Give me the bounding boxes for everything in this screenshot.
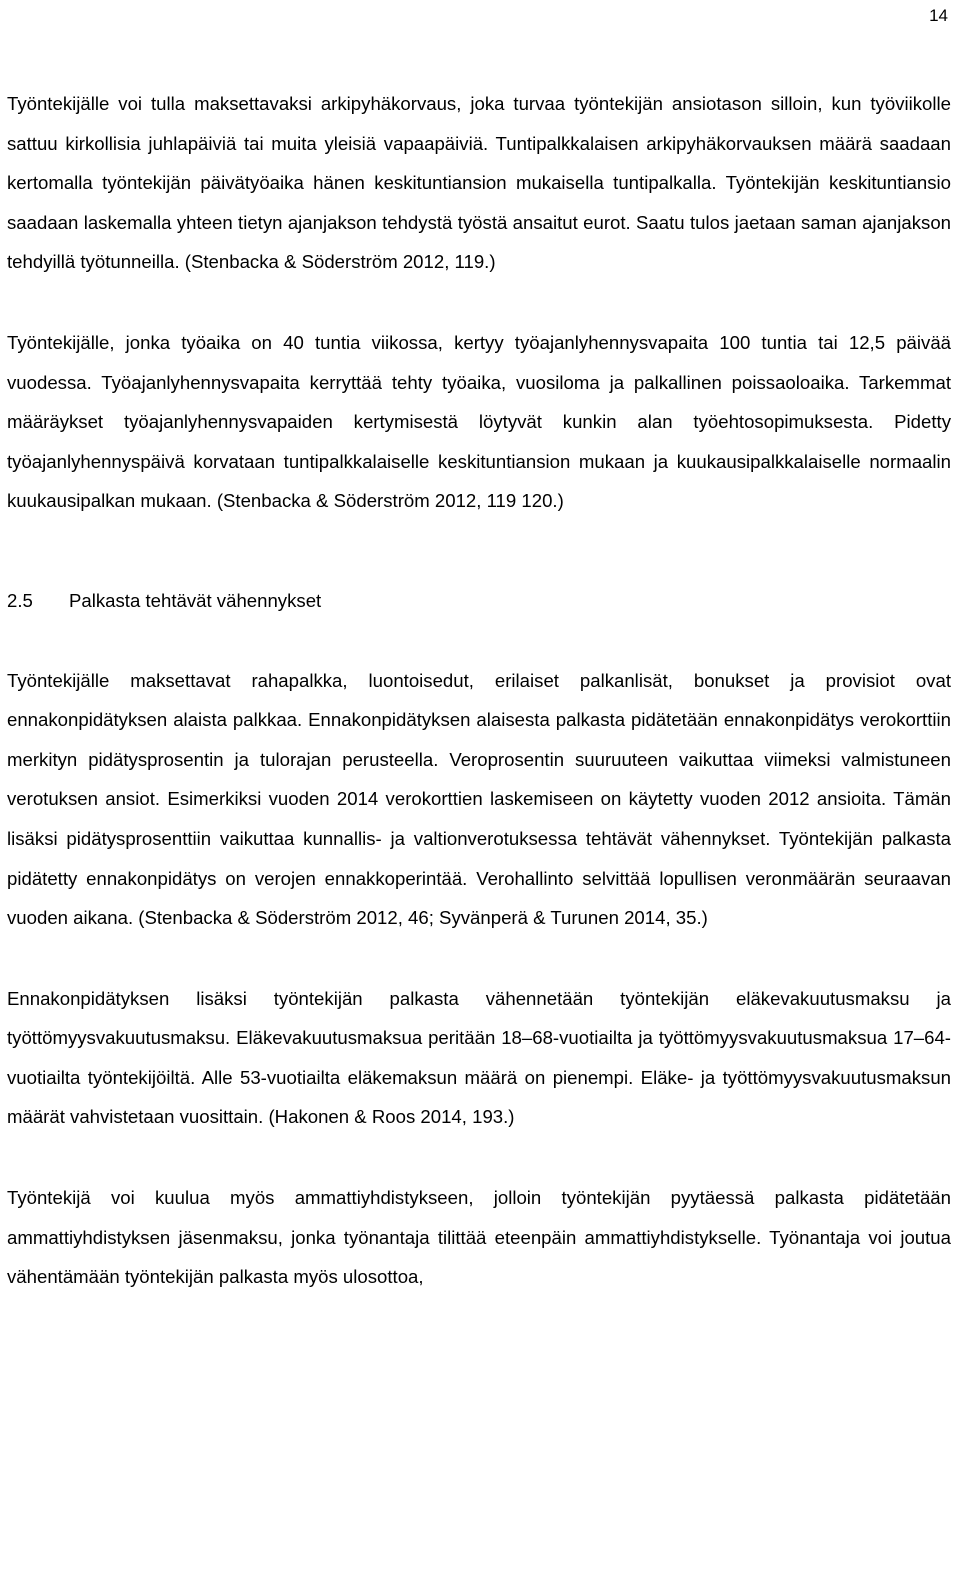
section-number: 2.5: [7, 589, 33, 611]
section-title: Palkasta tehtävät vähennykset: [69, 589, 322, 611]
paragraph-ammattiyhdistys: Työntekijä voi kuulua myös ammattiyhdistykseen, jolloin työntekijän pyytäessä palkasta pidätetään ammattiyhdistyksen jäsenmaksu, jonka työnantaja tilittää eteenpäin ammattiyhdistykselle. Työnantaja voi joutua vähentämään työntekijän palkasta myös ulosottoa,: [7, 1187, 951, 1288]
paragraph-vakuutusmaksut: Ennakonpidätyksen lisäksi työntekijän palkasta vähennetään työntekijän eläkevakuutusmaksu ja työttömyysvakuutusmaksu. Eläkevakuutusmaksua peritään 18–68-vuotiailta ja työttömyysvakuutusmaksua 17–64-vuotiailta työntekijöiltä. Alle 53-vuotiailta eläkemaksun määrä on pienempi. Eläke- ja työttömyysvakuutusmaksun määrät vahvistetaan vuosittain. (Hakonen & Roos 2014, 193.): [7, 987, 951, 1128]
paragraph-ennakonpidatys: Työntekijälle maksettavat rahapalkka, luontoisedut, erilaiset palkanlisät, bonukset ja provisiot ovat ennakonpidätyksen alaista palkkaa. Ennakonpidätyksen alaisesta palkasta pidätetään ennakonpidätys verokorttiin merkityn pidätysprosentin ja tulorajan perusteella. Veroprosentin suuruuteen vaikuttaa viimeksi valmistuneen verotuksen ansiot. Esimerkiksi vuoden 2014 verokorttien laskemiseen on käytetty vuoden 2012 ansioita. Tämän lisäksi pidätysprosenttiin vaikuttaa kunnallis- ja valtionverotuksessa tehtävät vähennykset. Työntekijän palkasta pidätetty ennakonpidätys on verojen ennakkoperintää. Verohallinto selvittää lopullisen veronmäärän seuraavan vuoden aikana. (Stenbacka & Söderström 2012, 46; Syvänperä & Turunen 2014, 35.): [7, 669, 951, 929]
page-number: 14: [929, 6, 948, 25]
paragraph-arkipyhakorvaus: Työntekijälle voi tulla maksettavaksi arkipyhäkorvaus, joka turvaa työntekijän ansiotason silloin, kun työviikolle sattuu kirkollisia juhlapäiviä tai muita yleisiä vapaapäiviä. Tuntipalkkalaisen arkipyhäkorvauksen määrä saadaan kertomalla työntekijän päivätyöaika hänen keskituntiansion mukaisella tuntipalkalla. Työntekijän keskituntiansio saadaan laskemalla yhteen tietyn ajanjakson tehdystä työstä ansaitut eurot. Saatu tulos jaetaan saman ajanjakson tehdyillä työtunneilla. (Stenbacka & Söderström 2012, 119.): [7, 93, 951, 273]
document-body: [7, 84, 951, 1338]
paragraph-tyoajanlyhennys: Työntekijälle, jonka työaika on 40 tuntia viikossa, kertyy työajanlyhennysvapaita 100 tuntia tai 12,5 päivää vuodessa. Työajanlyhennysvapaita kerryttää tehty työaika, vuosiloma ja palkallinen poissaoloaika. Tarkemmat määräykset työajanlyhennysvapaiden kertymisestä löytyvät kunkin alan työehtosopimuksesta. Pidetty työajanlyhennyspäivä korvataan tuntipalkkalaiselle keskituntiansion mukaan ja kuukausipalkkalaiselle normaalin kuukausipalkan mukaan. (Stenbacka & Söderström 2012, 119 120.): [7, 331, 951, 512]
section-heading: [7, 581, 951, 621]
